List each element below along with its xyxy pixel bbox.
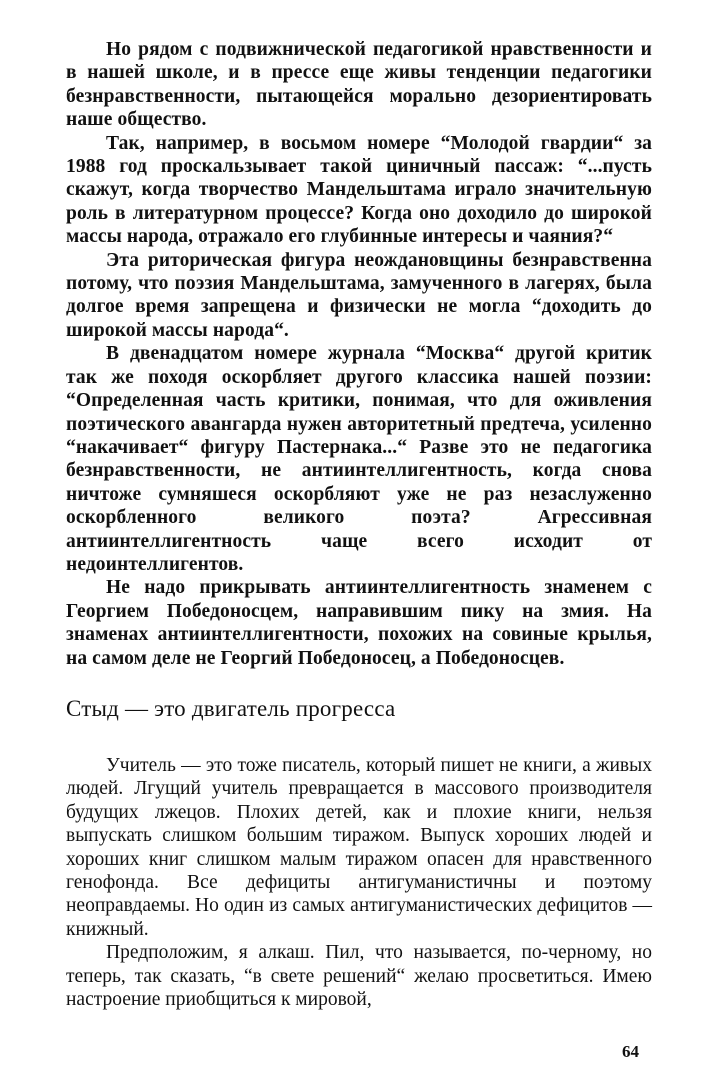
paragraph-alkash: Предположим, я алкаш. Пил, что называется, по-черному, но теперь, так сказать, “в свете решений“ желаю просветиться. Имею настроение приобщиться к мировой, [66, 942, 652, 1011]
section-title: Стыд — это двигатель прогресса [66, 695, 396, 721]
paragraph-mandelstam: Эта риторическая фигура неождановщины безнравственна потому, что поэзия Мандельштама, замученного в лагерях, была долгое время запрещена и физически не могла “доходить до широкой массы народа“. [66, 249, 652, 341]
paragraph-molodaya-gvardiya: Так, например, в восьмом номере “Молодой гвардии“ за 1988 год проскальзывает такой циничный пассаж: “...пусть скажут, когда творчество Мандельштама играло значительную роль в литературном процессе? Когда оно доходило до широкой массы народа, отражало его глубинные интересы и чаяния?“ [66, 132, 652, 248]
paragraph-georgy-pobedonosets: Не надо прикрывать антиинтеллигентность знаменем с Георгием Победоносцем, направившим пику на змия. На знаменах антиинтеллигентности, похожих на совиные крылья, на самом деле не Георгий Победоносец, а Победоносцев. [66, 577, 652, 669]
paragraph-pedagogy: Но рядом с подвижнической педагогикой нравственности и в нашей школе, и в прессе еще живы тенденции педагогики безнравственности, пытающейся морально дезориентировать наше общество. [66, 39, 652, 131]
paragraph-teacher-writer: Учитель — это тоже писатель, который пишет не книги, а живых людей. Лгущий учитель превращается в массового производителя будущих лжецов. Плохих детей, как и плохие книги, нельзя выпускать слишком большим тиражом. Выпуск хороших людей и хороших книг слишком малым тиражом опасен для нравственного генофонда. Все дефициты антигуманистичны и поэтому неоправдаемы. Но один из самых антигуманистических дефицитов — книжный. [66, 754, 652, 940]
page-body [66, 38, 652, 1011]
paragraph-moskva-journal: В двенадцатом номере журнала “Москва“ другой критик так же походя оскорбляет другого классика нашей поэзии: “Определенная часть критики, понимая, что для оживления поэтического авангарда нужен авторитетный предтеча, усиленно “накачивает“ фигуру Пастернака...“ Разве это не педагогика безнравственности, не антиинтеллигентность, когда снова ничтоже сумняшеся оскорбляют уже не раз незаслуженно оскорбленного великого поэта? Агрессивная антиинтеллигентность чаще всего исходит от недоинтеллигентов. [66, 343, 652, 575]
page-number: 64 [622, 1042, 639, 1061]
